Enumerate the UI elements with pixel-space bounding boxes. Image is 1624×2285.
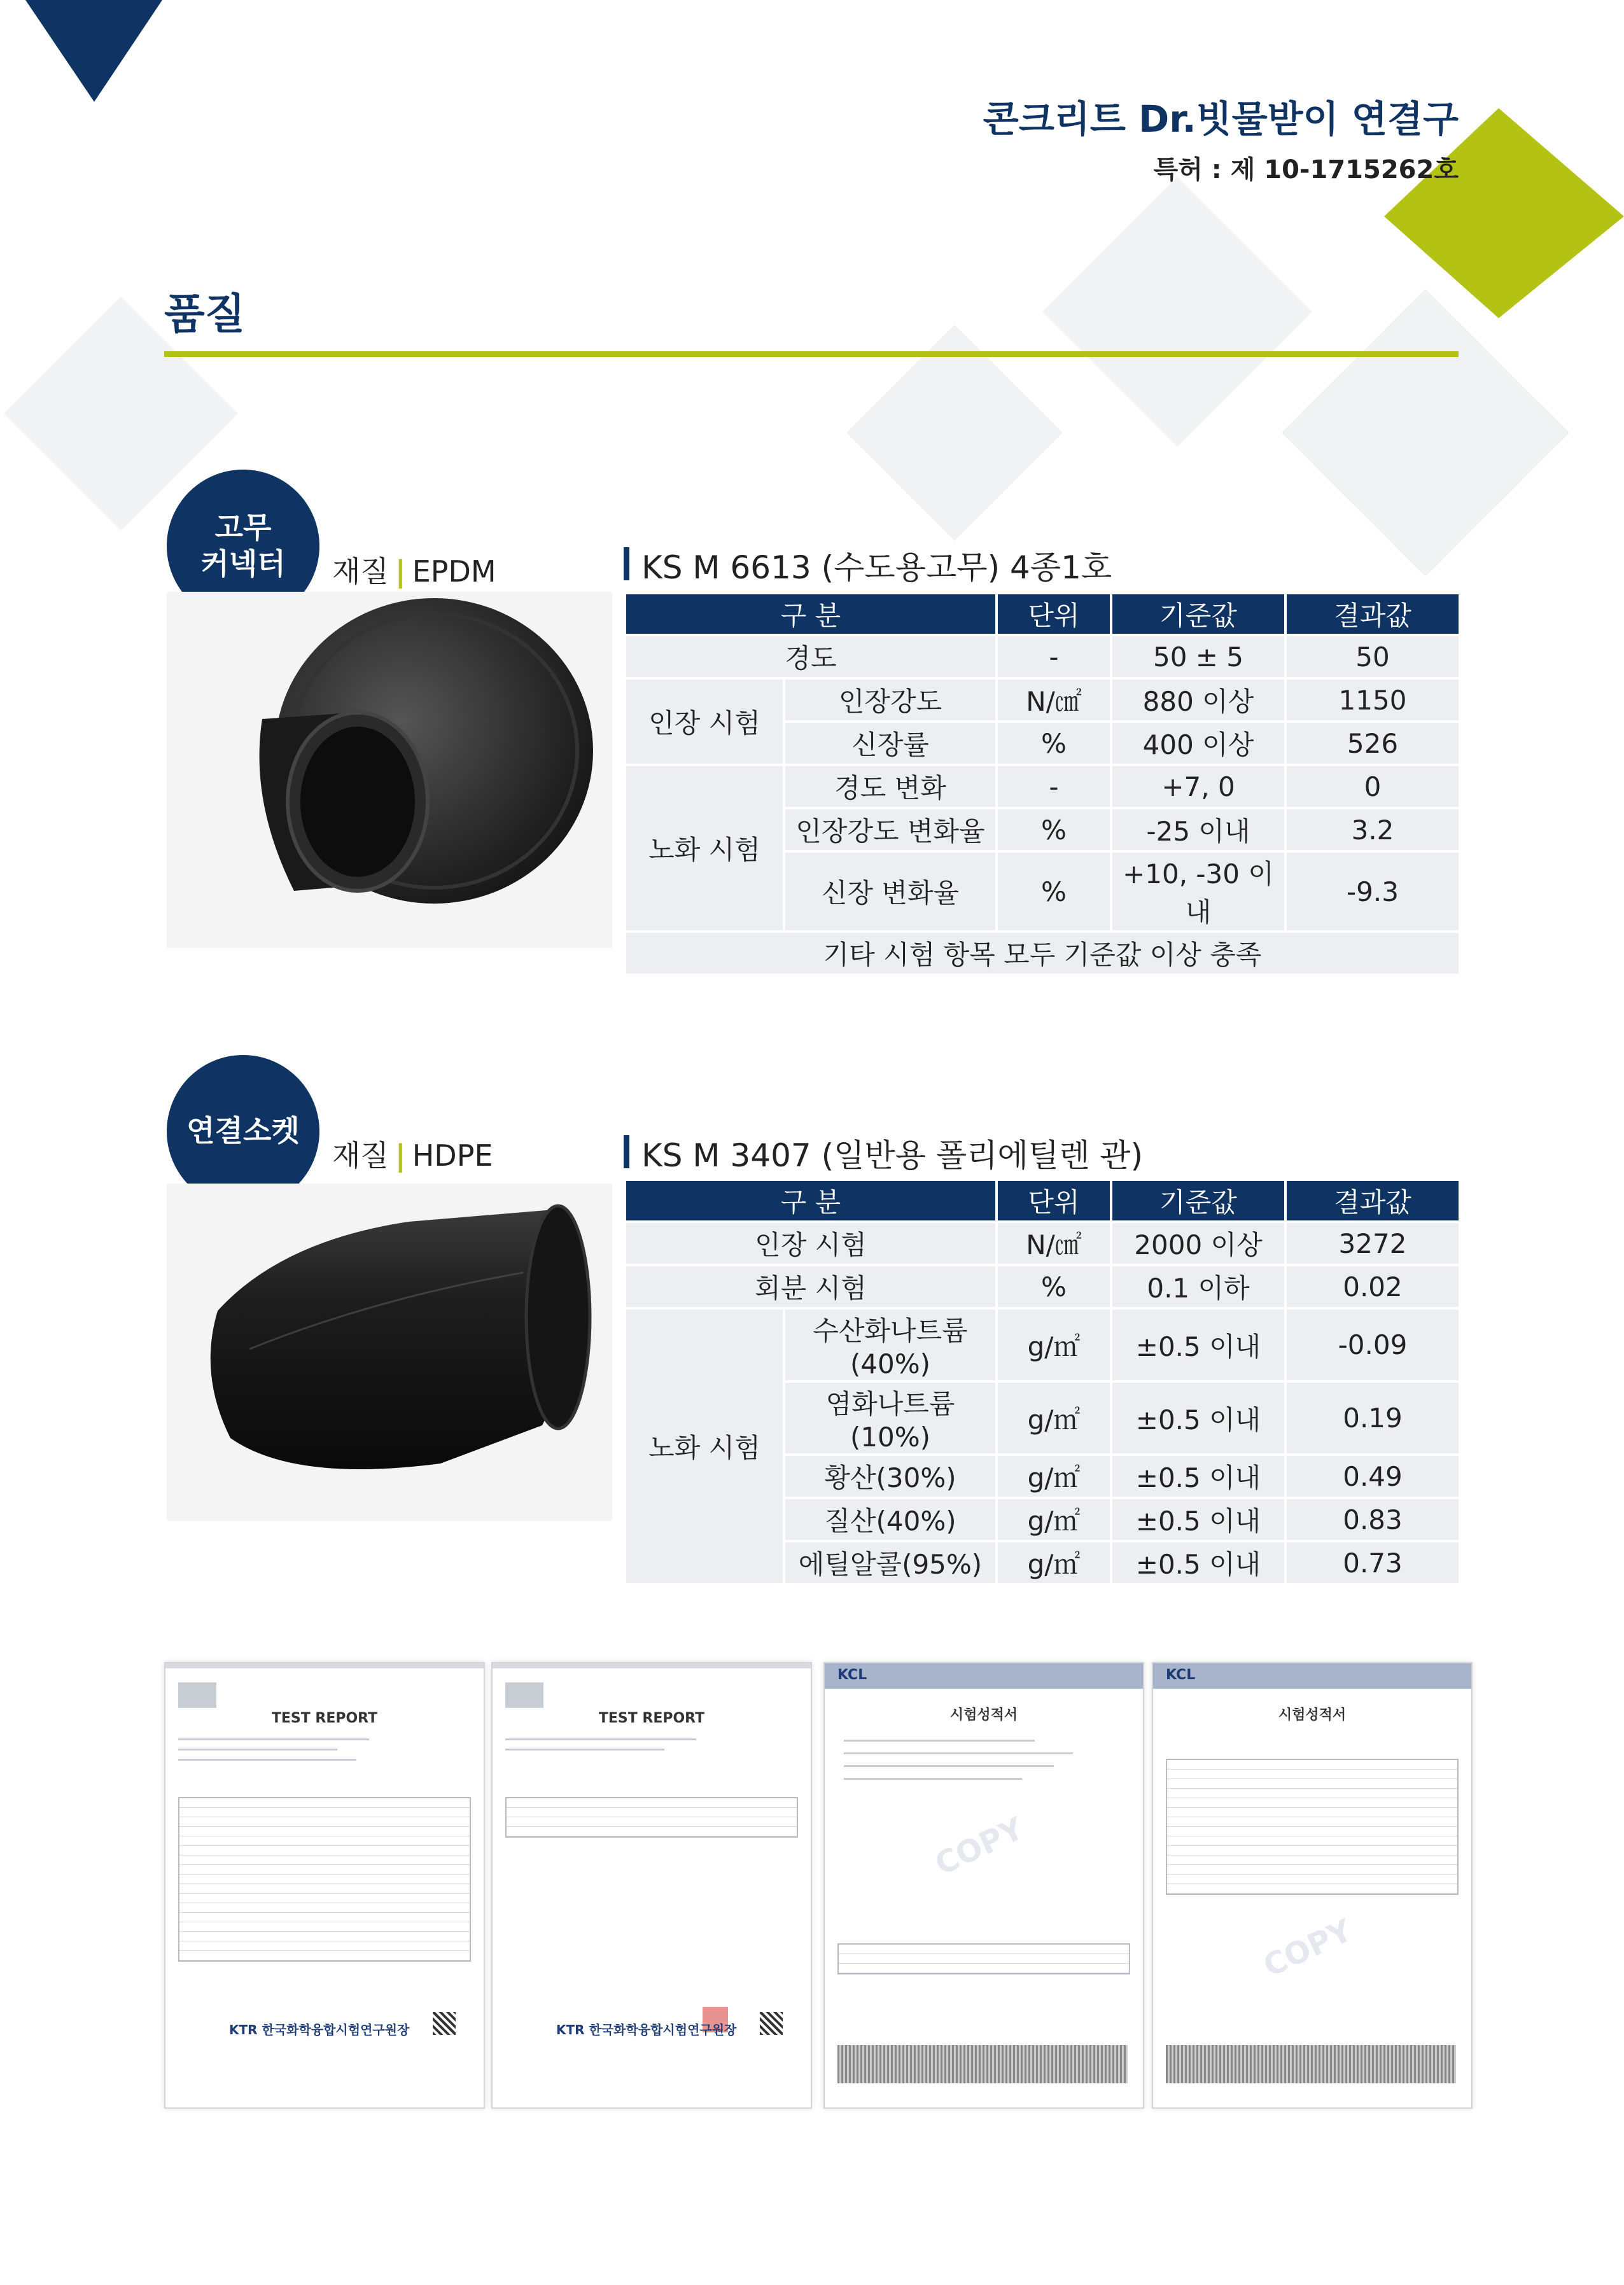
certificate-text-line xyxy=(844,1778,1022,1780)
corner-decoration-navy xyxy=(0,0,191,108)
socket-standard: KS M 3407 (일반용 폴리에틸렌 관) xyxy=(624,1130,1143,1176)
unit-cell: g/㎡ xyxy=(998,1456,1110,1497)
kcl-logo: KCL xyxy=(837,1667,867,1683)
certificate-ktr-1 xyxy=(164,1662,485,2109)
item-cell: 수산화나트륨(40%) xyxy=(785,1310,995,1380)
item-cell: 경도 변화 xyxy=(785,766,995,807)
bg-diamond xyxy=(1282,289,1570,577)
standard-cell: 880 이상 xyxy=(1112,680,1284,720)
certificate-text-line xyxy=(844,1752,1073,1754)
group-cell: 노화 시험 xyxy=(626,766,783,930)
standard-cell: 50 ± 5 xyxy=(1112,636,1284,677)
rubber-spec-table xyxy=(624,592,1461,976)
certificate-band xyxy=(825,1663,1143,1689)
standard-cell: ±0.5 이내 xyxy=(1112,1542,1284,1583)
note-cell: 기타 시험 항목 모두 기준값 이상 충족 xyxy=(626,933,1459,974)
standard-cell: 2000 이상 xyxy=(1112,1223,1284,1264)
standard-cell: 0.1 이하 xyxy=(1112,1266,1284,1307)
qr-code-icon xyxy=(760,2012,783,2035)
table-note-row xyxy=(626,933,1459,974)
table-row xyxy=(626,636,1459,677)
item-cell: 질산(40%) xyxy=(785,1499,995,1540)
table-header-row xyxy=(626,594,1459,634)
standard-cell: -25 이내 xyxy=(1112,809,1284,850)
certificate-issuer: KTR 한국화학융합시험연구원장 xyxy=(229,2022,410,2037)
result-cell: 0.83 xyxy=(1287,1499,1459,1540)
standard-cell: ±0.5 이내 xyxy=(1112,1383,1284,1453)
result-cell: 0.49 xyxy=(1287,1456,1459,1497)
result-cell: -0.09 xyxy=(1287,1310,1459,1380)
section-title: 품질 xyxy=(164,290,246,339)
item-cell: 인장 시험 xyxy=(626,1223,995,1264)
certificate-title: 시험성적서 xyxy=(949,1707,1018,1723)
bg-diamond xyxy=(846,325,1062,540)
material-value: EPDM xyxy=(412,554,496,589)
header-result: 결과값 xyxy=(1287,594,1459,634)
unit-cell: % xyxy=(998,809,1110,850)
copy-watermark: COPY xyxy=(1258,1912,1357,1985)
table-row xyxy=(626,1223,1459,1264)
item-cell: 인장강도 xyxy=(785,680,995,720)
unit-cell: % xyxy=(998,853,1110,930)
item-cell: 황산(30%) xyxy=(785,1456,995,1497)
certificate-title: TEST REPORT xyxy=(271,1710,378,1726)
section-divider xyxy=(164,351,1459,357)
certificate-text-line xyxy=(844,1740,1035,1742)
standard-cell: +7, 0 xyxy=(1112,766,1284,807)
result-cell: 3.2 xyxy=(1287,809,1459,850)
certificate-text-line xyxy=(505,1738,696,1740)
certificate-text-line xyxy=(844,1765,1054,1767)
result-cell: 526 xyxy=(1287,723,1459,764)
certificate-kcl-2 xyxy=(1152,1662,1473,2109)
certificate-barcode xyxy=(837,2045,1128,2083)
unit-cell: g/㎡ xyxy=(998,1542,1110,1583)
unit-cell: g/㎡ xyxy=(998,1499,1110,1540)
certificate-barcode xyxy=(1166,2045,1456,2083)
material-separator: | xyxy=(395,554,406,589)
result-cell: -9.3 xyxy=(1287,853,1459,930)
header-unit: 단위 xyxy=(998,594,1110,634)
certificate-band xyxy=(1153,1663,1471,1689)
result-cell: 0.02 xyxy=(1287,1266,1459,1307)
certificate-stamp xyxy=(178,1682,216,1708)
item-cell: 신장률 xyxy=(785,723,995,764)
result-cell: 0.19 xyxy=(1287,1383,1459,1453)
material-separator: | xyxy=(395,1138,406,1173)
result-cell: 1150 xyxy=(1287,680,1459,720)
rubber-connector-photo xyxy=(167,592,612,948)
item-cell: 염화나트륨(10%) xyxy=(785,1383,995,1453)
certificate-stamp xyxy=(505,1682,543,1708)
unit-cell: - xyxy=(998,636,1110,677)
result-cell: 50 xyxy=(1287,636,1459,677)
standard-cell: ±0.5 이내 xyxy=(1112,1310,1284,1380)
item-cell: 인장강도 변화율 xyxy=(785,809,995,850)
socket-badge: 연결소켓 xyxy=(167,1055,319,1208)
qr-code-icon xyxy=(433,2012,456,2035)
standard-cell: ±0.5 이내 xyxy=(1112,1456,1284,1497)
certificate-table xyxy=(505,1797,798,1838)
group-cell: 인장 시험 xyxy=(626,680,783,764)
header-unit: 단위 xyxy=(998,1181,1110,1220)
certificate-text-line xyxy=(505,1749,664,1750)
material-value: HDPE xyxy=(412,1138,493,1173)
certificate-text-line xyxy=(178,1749,337,1750)
table-row xyxy=(626,766,1459,807)
patent-number: 특허 : 제 10-1715262호 xyxy=(1153,155,1459,185)
header-category: 구 분 xyxy=(626,594,995,634)
certificate-table xyxy=(178,1797,471,1962)
certificate-kcl-1 xyxy=(823,1662,1144,2109)
header-standard: 기준값 xyxy=(1112,1181,1284,1220)
socket-image xyxy=(167,1184,612,1521)
kcl-logo: KCL xyxy=(1166,1667,1196,1683)
unit-cell: g/㎡ xyxy=(998,1310,1110,1380)
rubber-material xyxy=(332,549,496,590)
standard-cell: +10, -30 이내 xyxy=(1112,853,1284,930)
socket-spec-table xyxy=(624,1178,1461,1586)
socket-photo xyxy=(167,1184,612,1521)
result-cell: 0 xyxy=(1287,766,1459,807)
standard-cell: ±0.5 이내 xyxy=(1112,1499,1284,1540)
certificate-text-line xyxy=(178,1759,356,1761)
rubber-standard: KS M 6613 (수도용고무) 4종1호 xyxy=(624,542,1112,588)
table-row xyxy=(626,680,1459,720)
result-cell: 3272 xyxy=(1287,1223,1459,1264)
certificate-title: TEST REPORT xyxy=(598,1710,705,1726)
product-title: 콘크리트 Dr.빗물받이 연결구 xyxy=(983,97,1459,141)
header-category: 구 분 xyxy=(626,1181,995,1220)
certificate-band xyxy=(165,1663,484,1668)
certificate-title: 시험성적서 xyxy=(1278,1707,1347,1723)
header-standard: 기준값 xyxy=(1112,594,1284,634)
unit-cell: N/㎠ xyxy=(998,680,1110,720)
certificate-table xyxy=(837,1943,1130,1974)
certificate-issuer: KTR 한국화학융합시험연구원장 xyxy=(556,2022,737,2037)
standard-cell: 400 이상 xyxy=(1112,723,1284,764)
item-cell: 경도 xyxy=(626,636,995,677)
item-cell: 에틸알콜(95%) xyxy=(785,1542,995,1583)
table-row xyxy=(626,1310,1459,1380)
table-header-row xyxy=(626,1181,1459,1220)
table-row xyxy=(626,1266,1459,1307)
material-label: 재질 xyxy=(332,1138,389,1173)
unit-cell: N/㎠ xyxy=(998,1223,1110,1264)
copy-watermark: COPY xyxy=(930,1810,1029,1883)
certificate-table xyxy=(1166,1759,1459,1895)
rubber-connector-badge: 고무 커넥터 xyxy=(167,470,319,622)
unit-cell: g/㎡ xyxy=(998,1383,1110,1453)
item-cell: 회분 시험 xyxy=(626,1266,995,1307)
socket-material xyxy=(332,1133,493,1175)
group-cell: 노화 시험 xyxy=(626,1310,783,1583)
certificate-text-line xyxy=(178,1738,369,1740)
material-label: 재질 xyxy=(332,554,389,589)
item-cell: 신장 변화율 xyxy=(785,853,995,930)
unit-cell: % xyxy=(998,1266,1110,1307)
certificate-ktr-2 xyxy=(491,1662,812,2109)
bg-diamond xyxy=(1042,177,1312,447)
unit-cell: % xyxy=(998,723,1110,764)
result-cell: 0.73 xyxy=(1287,1542,1459,1583)
header-result: 결과값 xyxy=(1287,1181,1459,1220)
rubber-connector-image xyxy=(167,592,612,948)
certificate-band xyxy=(493,1663,811,1668)
unit-cell: - xyxy=(998,766,1110,807)
